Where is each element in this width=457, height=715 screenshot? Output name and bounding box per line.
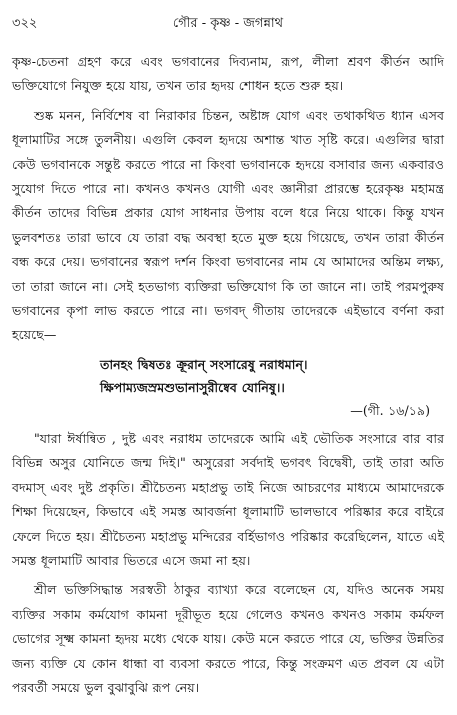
running-title: গৌর - কৃষ্ণ - জগন্নাথ xyxy=(172,16,284,31)
paragraph-continuation: কৃষ্ণ-চেতনা গ্রহণ করে এবং ভগবানের দিব্যনাম, রূপ, লীলা শ্রবণ কীর্তন আদি ভক্তিযোগে নিযুক্ত হয়ে যায়, তখন তার হৃদয় শোধন হতে শুরু হয়। xyxy=(12,54,444,94)
page-number: ৩২২ xyxy=(12,16,38,31)
paragraph: শ্রীল ভক্তিসিদ্ধান্ত সরস্বতী ঠাকুর ব্যাখ্যা করে বলেছেন যে, যদিও অনেক সময় ব্যক্তির সকাম কর্মযোগ কামনা দূরীভূত হয়ে গেলেও কখনও কখনও সকাম কর্মফল ভোগের সূক্ষ্ম কামনা হৃদয় মধ্যে থেকে যায়। কেউ মনে করতে পারে যে, ভক্তির উন্নতির জন্য ব্যক্তি যে কোন ধান্ধা বা ব্যবসা করতে পারে, কিন্তু সংক্রমণ এত প্রবল যে এটা পরবর্তী সময়ে ভুল বুঝাবুঝি রূপ নেয়। xyxy=(12,582,444,695)
page-header xyxy=(12,12,444,36)
page-body xyxy=(12,50,444,700)
sanskrit-verse xyxy=(12,353,444,399)
paragraph: "যারা ঈর্ষান্বিত , দুষ্ট এবং নরাধম তাদেরকে আমি এই ভৌতিক সংসারে বার বার বিভিন্ন অসুর যোনিতে জন্ম দিই।" অসুরেরা সর্বদাই ভগবৎ বিদ্বেষী, তাই তারা অতি বদমাস্ এবং দুষ্ট প্রকৃতি। শ্রীচৈতন্য মহাপ্রভু তাই নিজে আচরণের মাধ্যমে আমাদেরকে শিক্ষা দিয়েছেন, কিভাবে এই সমস্ত আবর্জনা ধূলামাটি ভালভাবে পরিষ্কার করে বাইরে ফেলে দিতে হয়। শ্রীচৈতন্য মহাপ্রভু মন্দিরের বর্হিভাগও পরিষ্কার করেছিলেন, যাতে এই সমস্ত ধূলামাটি আবার ভিতরে এসে জমা না হয়। xyxy=(12,430,444,568)
verse-line: ক্ষিপাম্যজস্রমশুভানাসুরীষ্বেব যোনিষু।। xyxy=(100,379,285,395)
verse-line: তানহং দ্বিষতঃ ক্রূরান্ সংসারেষু নরাধমান্। xyxy=(100,356,308,372)
verse-reference: —(গী. ১৬/১৯) xyxy=(350,402,430,418)
paragraph: শুষ্ক মনন, নির্বিশেষ বা নিরাকার চিন্তন, অষ্টাঙ্গ যোগ এবং তথাকথিত ধ্যান এসব ধূলামাটির সঙ্গে তুলনীয়। এগুলি কেবল হৃদয়ে অশান্ত খাত সৃষ্টি করে। এগুলির দ্বারা কেউ ভগবানকে সন্তুষ্ট করতে পারে না কিংবা ভগবানকে হৃদয়ে বসাবার জন্য একবারও সুযোগ দিতে পারে না। কখনও কখনও যোগী এবং জ্ঞানীরা প্রারম্ভে হরেকৃষ্ণ মহামন্ত্র কীর্তন তাদের বিভিন্ন প্রকার যোগ সাধনার উপায় বলে ধরে নিয়ে থাকে। কিন্তু যখন ভুলবশতঃ তারা ভাবে যে তারা বদ্ধ অবস্থা হতে মুক্ত হয়ে গিয়েছে, তখন তারা কীর্তন বন্ধ করে দেয়। ভগবানের স্বরূপ দর্শন কিংবা ভগবানের নাম যে আমাদের অন্তিম লক্ষ্য, তা তারা জানে না। সেই হতভাগ্য ব্যক্তিরা ভক্তিযোগ কি তা জানে না। তাই পরমপুরুষ ভগবানের কৃপা লাভ করতে পারে না। ভগবদ্ গীতায় তাদেরকে এইভাবে বর্ণনা করা হয়েছে— xyxy=(12,107,444,343)
